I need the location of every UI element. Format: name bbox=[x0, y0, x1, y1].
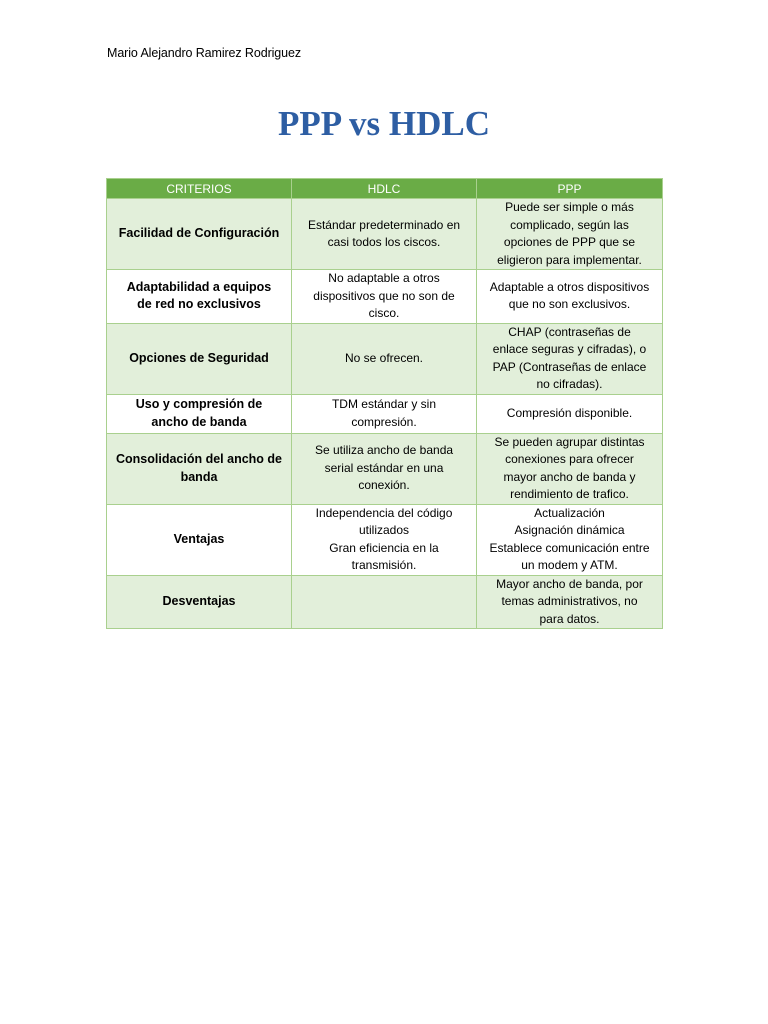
author-name: Mario Alejandro Ramirez Rodriguez bbox=[107, 46, 302, 60]
criterion-cell: Uso y compresión de ancho de banda bbox=[107, 394, 292, 433]
ppp-cell bbox=[477, 504, 663, 575]
ppp-cell: Se pueden agrupar distintas conexiones para ofrecer mayor ancho de banda y rendimiento de trafico. bbox=[477, 433, 663, 504]
header-hdlc: HDLC bbox=[292, 179, 477, 199]
criterion-cell: Facilidad de Configuración bbox=[107, 199, 292, 270]
table-row bbox=[107, 199, 663, 270]
table-row bbox=[107, 575, 663, 629]
ppp-cell: Mayor ancho de banda, por temas administrativos, no para datos. bbox=[477, 575, 663, 629]
page-title: PPP vs HDLC bbox=[278, 104, 490, 143]
header-ppp: PPP bbox=[477, 179, 663, 199]
hdlc-cell bbox=[292, 504, 477, 575]
criterion-cell: Desventajas bbox=[107, 575, 292, 629]
table-row bbox=[107, 323, 663, 394]
hdlc-cell: TDM estándar y sin compresión. bbox=[292, 394, 477, 433]
table-row bbox=[107, 394, 663, 433]
criterion-cell: Opciones de Seguridad bbox=[107, 323, 292, 394]
hdlc-cell: No se ofrecen. bbox=[292, 323, 477, 394]
ppp-cell: Compresión disponible. bbox=[477, 394, 663, 433]
table-header-row bbox=[107, 179, 663, 199]
comparison-table bbox=[106, 178, 663, 629]
criterion-cell: Consolidación del ancho de banda bbox=[107, 433, 292, 504]
ppp-line: Asignación dinámica bbox=[514, 523, 625, 537]
ppp-cell: CHAP (contraseñas de enlace seguras y cifradas), o PAP (Contraseñas de enlace no cifradas). bbox=[477, 323, 663, 394]
ppp-cell: Adaptable a otros dispositivos que no son exclusivos. bbox=[477, 270, 663, 324]
header-criterios: CRITERIOS bbox=[107, 179, 292, 199]
ppp-line: Establece comunicación entre un modem y ATM. bbox=[489, 540, 650, 572]
criterion-cell: Adaptabilidad a equipos de red no exclusivos bbox=[107, 270, 292, 324]
hdlc-line: Independencia del código utilizados bbox=[315, 505, 453, 537]
hdlc-cell bbox=[292, 575, 477, 629]
ppp-cell: Puede ser simple o más complicado, según las opciones de PPP que se eligieron para implementar. bbox=[477, 199, 663, 270]
ppp-line: Actualización bbox=[534, 505, 605, 520]
hdlc-cell: No adaptable a otros dispositivos que no son de cisco. bbox=[292, 270, 477, 324]
table-row bbox=[107, 504, 663, 575]
hdlc-cell: Estándar predeterminado en casi todos los ciscos. bbox=[292, 199, 477, 270]
criterion-cell: Ventajas bbox=[107, 504, 292, 575]
hdlc-cell: Se utiliza ancho de banda serial estándar en una conexión. bbox=[292, 433, 477, 504]
hdlc-line: Gran eficiencia en la transmisión. bbox=[329, 540, 439, 572]
table-row bbox=[107, 433, 663, 504]
table-row bbox=[107, 270, 663, 324]
